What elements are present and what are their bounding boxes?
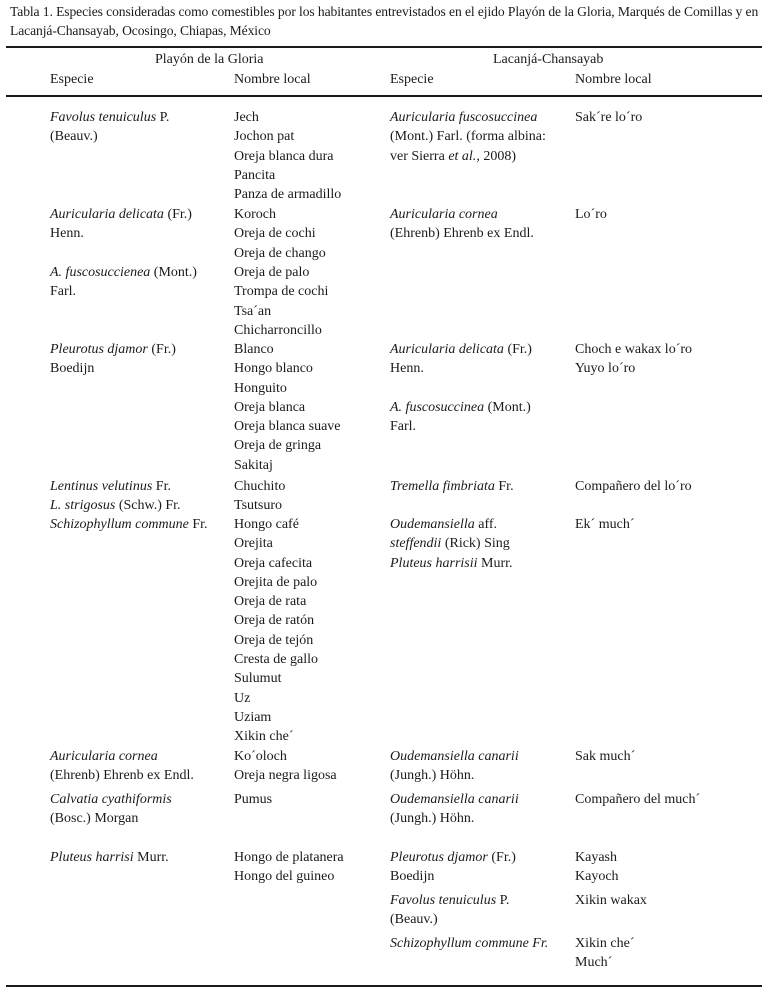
local-name: Compañero del lo´ro	[575, 479, 692, 494]
species-author: (Fr.)	[163, 207, 192, 222]
species-line	[390, 359, 532, 378]
local-name: Xikin wakax	[575, 893, 647, 908]
species-name: Favolus tenuiculus	[50, 110, 157, 125]
species-name: A. fuscosuccienea	[50, 265, 151, 280]
species-author: (Rick) Sing	[441, 536, 510, 552]
header-group-lacanja: Lacanjá-Chansayab	[493, 52, 604, 67]
local-name: Sak´re lo´ro	[575, 110, 643, 125]
species-line	[50, 224, 192, 243]
local-name: Oreja de cochi	[234, 226, 316, 242]
species-line	[50, 848, 169, 867]
local-name: Hongo de platanera	[234, 850, 344, 865]
species-line	[50, 496, 181, 515]
species-author: (Bosc.) Morgan	[50, 811, 139, 827]
species-name: Auricularia delicata	[390, 342, 504, 357]
local-name: Xikin che´	[234, 729, 294, 745]
species-name: Pleurotus djamor	[390, 850, 488, 865]
cell-especie-lacanja	[390, 108, 546, 166]
cell-especie-playon	[50, 747, 194, 786]
local-name: Jech	[234, 110, 259, 125]
species-line	[390, 477, 514, 496]
cell-nombre-playon	[234, 515, 318, 747]
species-line	[50, 790, 172, 809]
cell-especie-playon	[50, 515, 208, 534]
table-bottom-rule	[6, 985, 762, 987]
species-line	[390, 934, 548, 953]
local-name: Cresta de gallo	[234, 652, 318, 668]
local-name: Kayash	[575, 850, 617, 865]
cell-especie-playon	[50, 848, 169, 867]
species-name: Auricularia cornea	[50, 749, 158, 764]
cell-nombre-lacanja	[575, 477, 692, 496]
species-author: Murr.	[477, 555, 513, 571]
local-name: Oreja de ratón	[234, 613, 315, 629]
species-line	[390, 205, 534, 224]
species-author: (Jungh.) Höhn.	[390, 811, 475, 827]
local-name: Choch e wakax lo´ro	[575, 342, 693, 357]
species-name: Schizophyllum commune Fr.	[390, 936, 549, 951]
species-line	[50, 515, 208, 534]
species-line	[390, 108, 546, 127]
cell-nombre-playon	[234, 205, 326, 263]
species-line	[50, 340, 176, 359]
table-caption: Tabla 1. Especies consideradas como comestibles por los habitantes entrevistados en el ejido Playón de la Gloria, Marqués de Comillas y en Lacanjá-Chansayab, Ocosingo, Chiapas, México	[10, 4, 759, 38]
species-line	[390, 417, 532, 436]
species-author: (Mont.)	[484, 399, 531, 415]
species-author: Boedijn	[50, 361, 95, 377]
cell-especie-lacanja	[390, 477, 514, 496]
cell-nombre-lacanja	[575, 891, 647, 910]
species-line	[390, 747, 519, 766]
header-especie-left: Especie	[50, 72, 94, 87]
local-name: Chicharroncillo	[234, 322, 322, 338]
species-name: Pluteus harrisii	[390, 555, 478, 571]
species-line	[50, 766, 194, 785]
species-line	[50, 747, 194, 766]
species-name: Oudemansiella canarii	[390, 749, 519, 764]
local-name: Ko´oloch	[234, 749, 287, 764]
species-line	[390, 554, 513, 573]
cell-nombre-playon	[234, 747, 337, 786]
local-name: Tsutsuro	[234, 498, 283, 514]
species-name: Calvatia cyathiformis	[50, 792, 172, 807]
cell-especie-playon	[50, 205, 192, 244]
species-name: Auricularia delicata	[50, 207, 164, 222]
local-name: Hongo blanco	[234, 361, 313, 377]
species-author: (Jungh.) Höhn.	[390, 768, 475, 784]
local-name: Oreja negra ligosa	[234, 768, 337, 784]
local-name: Oreja de rata	[234, 594, 307, 610]
species-author: Henn.	[390, 361, 424, 377]
species-line	[50, 359, 176, 378]
local-name: Much´	[575, 955, 613, 971]
local-name: Sulumut	[234, 671, 282, 687]
species-author: Fr.	[152, 479, 171, 494]
header-especie-right: Especie	[390, 72, 434, 87]
local-name: Oreja de chango	[234, 245, 326, 261]
species-name: steffendii	[390, 536, 442, 552]
species-line	[50, 263, 197, 282]
local-name: Orejita de palo	[234, 574, 318, 590]
cell-nombre-lacanja	[575, 340, 692, 379]
cell-nombre-playon	[234, 108, 341, 204]
species-name: Tremella fimbriata	[390, 479, 495, 494]
species-author: Fr.	[494, 479, 514, 494]
local-name: Sakitaj	[234, 457, 273, 473]
local-name: Oreja de tejón	[234, 632, 314, 648]
cell-especie-lacanja	[390, 891, 509, 930]
species-name: Favolus tenuiculus	[390, 893, 497, 908]
cell-nombre-playon	[234, 790, 272, 809]
species-author: (Fr.)	[147, 342, 176, 357]
header-nombre-right: Nombre local	[575, 72, 652, 87]
cell-nombre-playon	[234, 848, 344, 887]
local-name: Oreja blanca	[234, 399, 306, 415]
local-name: Oreja blanca dura	[234, 148, 334, 164]
local-name: Oreja de palo	[234, 265, 310, 280]
species-author: (Fr.)	[487, 850, 516, 865]
species-line	[390, 224, 534, 243]
species-line	[390, 848, 516, 867]
species-author: (Ehrenb) Ehrenb ex Endl.	[50, 768, 194, 784]
local-name: Hongo café	[234, 517, 299, 532]
species-author: Fr.	[188, 517, 208, 532]
species-author: P.	[496, 893, 510, 908]
local-name: Yuyo lo´ro	[575, 361, 636, 377]
local-name: Honguito	[234, 380, 287, 396]
species-line	[390, 867, 516, 886]
species-line	[390, 891, 509, 910]
species-line	[390, 534, 513, 553]
local-name: Xikin che´	[575, 936, 635, 951]
species-line	[50, 809, 172, 828]
cell-especie-lacanja	[390, 848, 516, 887]
species-name: Oudemansiella canarii	[390, 792, 519, 807]
species-author: ver Sierra	[390, 148, 449, 164]
cell-especie-lacanja	[390, 934, 548, 953]
table-header-rule	[6, 95, 762, 97]
local-name: Uziam	[234, 709, 272, 725]
species-name: Oudemansiella	[390, 517, 475, 532]
local-name: Sak much´	[575, 749, 636, 764]
species-author: P.	[156, 110, 170, 125]
species-author: (Mont.)	[150, 265, 197, 280]
cell-nombre-lacanja	[575, 108, 642, 127]
cell-especie-lacanja	[390, 205, 534, 244]
local-name: Kayoch	[575, 869, 619, 885]
species-line	[50, 282, 197, 301]
cell-nombre-playon	[234, 340, 341, 475]
cell-nombre-playon	[234, 263, 328, 340]
local-name: Panza de armadillo	[234, 187, 342, 203]
cell-especie-playon	[50, 790, 172, 829]
cell-nombre-playon	[234, 477, 285, 516]
local-name: Hongo del guineo	[234, 869, 335, 885]
header-nombre-left: Nombre local	[234, 72, 311, 87]
species-name: A. fuscosuccinea	[390, 399, 485, 415]
cell-especie-lacanja	[390, 515, 513, 573]
local-name: Blanco	[234, 342, 274, 357]
local-name: Uz	[234, 690, 251, 706]
species-author: (Ehrenb) Ehrenb ex Endl.	[390, 226, 534, 242]
cell-especie-playon	[50, 340, 176, 379]
species-name: Auricularia cornea	[390, 207, 498, 222]
cell-nombre-lacanja	[575, 790, 700, 809]
species-author: aff.	[474, 517, 498, 532]
local-name: Compañero del much´	[575, 792, 701, 807]
local-name: Ek´ much´	[575, 517, 635, 532]
species-line	[50, 205, 192, 224]
cell-nombre-lacanja	[575, 205, 607, 224]
species-line	[390, 515, 513, 534]
species-name: Lentinus velutinus	[50, 479, 153, 494]
species-name: Auricularia fuscosuccinea	[390, 110, 538, 125]
cell-especie-lacanja	[390, 340, 532, 436]
local-name: Oreja cafecita	[234, 555, 313, 571]
cell-especie-lacanja	[390, 790, 519, 829]
species-author: (Beauv.)	[390, 912, 438, 928]
species-line	[390, 809, 519, 828]
species-author: Boedijn	[390, 869, 435, 885]
species-author: (Schw.) Fr.	[115, 498, 181, 514]
species-line	[390, 147, 546, 166]
species-author: Farl.	[50, 284, 77, 300]
cell-especie-lacanja	[390, 747, 519, 786]
local-name: Lo´ro	[575, 207, 607, 222]
cell-especie-playon	[50, 263, 197, 302]
species-line	[390, 127, 546, 146]
header-group-playon: Playón de la Gloria	[155, 52, 264, 67]
species-line	[50, 127, 169, 146]
species-line	[50, 108, 169, 127]
local-name: Pumus	[234, 792, 273, 807]
species-line	[390, 790, 519, 809]
species-name: et al.	[448, 148, 477, 164]
local-name: Oreja de gringa	[234, 438, 322, 454]
species-name: Pleurotus djamor	[50, 342, 148, 357]
cell-nombre-lacanja	[575, 848, 619, 887]
cell-nombre-lacanja	[575, 747, 635, 766]
species-author: (Mont.) Farl. (forma albina:	[390, 129, 546, 145]
species-author: (Fr.)	[503, 342, 532, 357]
table-top-rule	[6, 46, 762, 48]
local-name: Pancita	[234, 167, 276, 183]
local-name: Orejita	[234, 536, 273, 552]
species-line	[390, 766, 519, 785]
species-line	[390, 379, 532, 398]
local-name: Tsa´an	[234, 303, 272, 319]
species-line	[390, 910, 509, 929]
species-author: Henn.	[50, 226, 84, 242]
local-name: Oreja blanca suave	[234, 419, 341, 435]
species-name: L. strigosus	[50, 498, 116, 514]
species-author: Murr.	[133, 850, 169, 865]
species-line	[390, 398, 532, 417]
local-name: Koroch	[234, 207, 276, 222]
local-name: Jochon pat	[234, 129, 295, 145]
local-name: Chuchito	[234, 479, 286, 494]
species-line	[390, 340, 532, 359]
local-name: Trompa de cochi	[234, 284, 329, 300]
species-line	[50, 477, 181, 496]
cell-especie-playon	[50, 477, 181, 516]
species-name: Schizophyllum commune	[50, 517, 189, 532]
cell-nombre-lacanja	[575, 934, 634, 973]
species-author: (Beauv.)	[50, 129, 98, 145]
cell-especie-playon	[50, 108, 169, 147]
species-author: , 2008)	[476, 148, 516, 164]
species-author: Farl.	[390, 419, 417, 435]
cell-nombre-lacanja	[575, 515, 634, 534]
species-name: Pluteus harrisi	[50, 850, 134, 865]
